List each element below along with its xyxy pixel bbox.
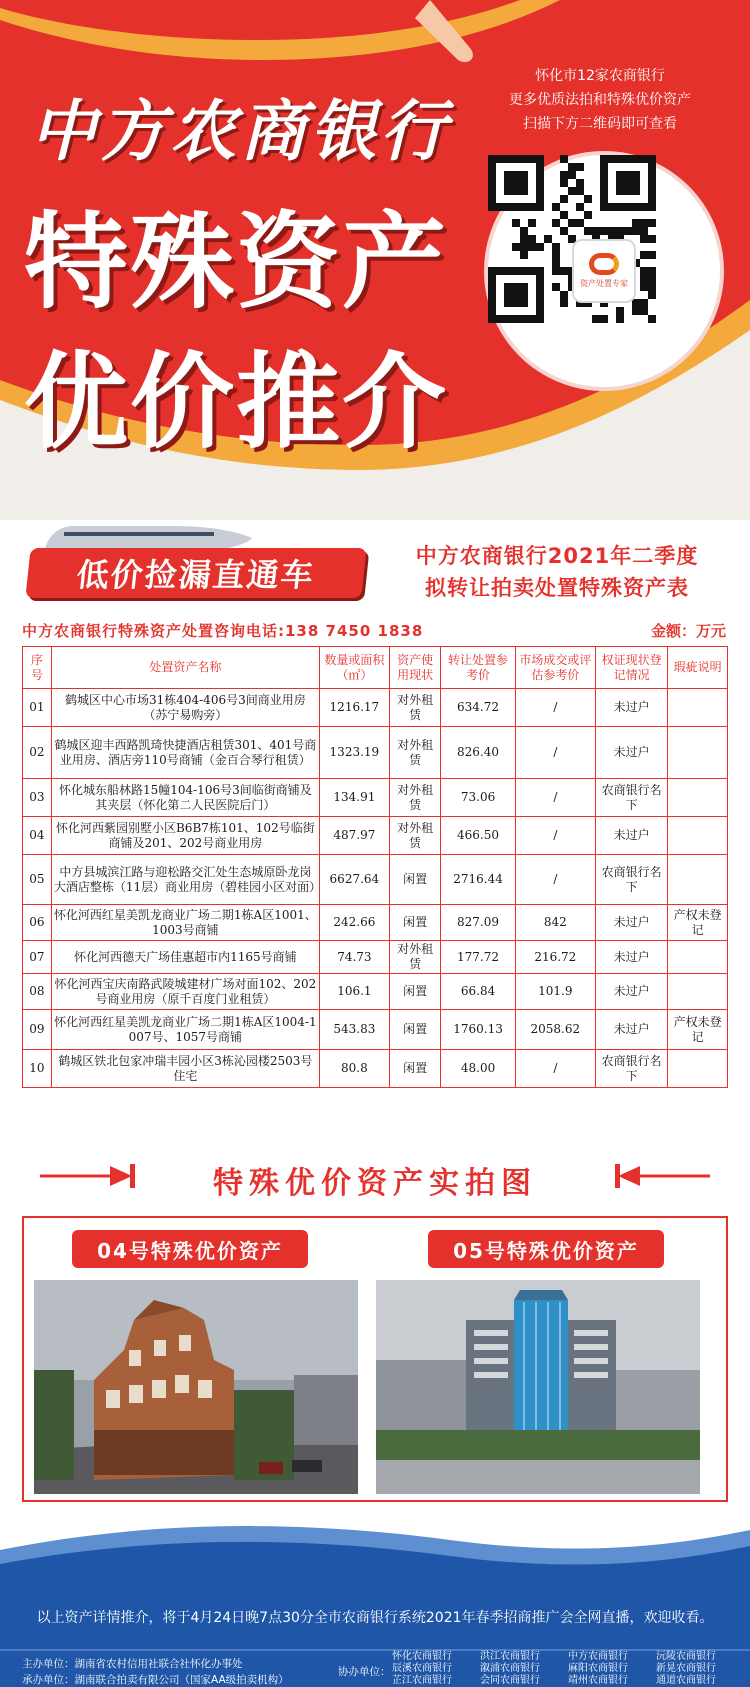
cell-price: 827.09 — [441, 905, 515, 941]
table-row[interactable] — [23, 1050, 728, 1088]
side-note-line-1: 怀化市12家农商银行 — [535, 68, 665, 84]
table-row[interactable] — [23, 905, 728, 941]
cell-flaw — [668, 727, 728, 779]
cell-area: 1323.19 — [319, 727, 389, 779]
cell-flaw: 产权未登记 — [668, 1010, 728, 1050]
photo-asset-05[interactable] — [376, 1280, 700, 1494]
photo-label-04: 04号特殊优价资产 — [72, 1230, 308, 1268]
cell-price: 1760.13 — [441, 1010, 515, 1050]
host-unit: 主办单位：湖南省农村信用社联合社怀化办事处 — [22, 1658, 243, 1670]
photo-asset-04[interactable] — [34, 1280, 358, 1494]
cell-price: 2716.44 — [441, 855, 515, 905]
co-bank-name: 通道农商银行 — [656, 1675, 716, 1686]
cell-cert: 农商银行名下 — [596, 1050, 668, 1088]
cell-usage: 对外租赁 — [389, 817, 441, 855]
qr-code[interactable] — [488, 155, 720, 387]
qr-logo — [572, 239, 636, 303]
cell-no: 01 — [23, 689, 52, 727]
cell-name: 怀化河西红星美凯龙商业广场二期1栋A区1004-1007号、1057号商铺 — [51, 1010, 319, 1050]
organizer-unit: 承办单位：湖南联合拍卖有限公司（国家AA级拍卖机构） — [22, 1674, 289, 1686]
co-bank-name: 新晃农商银行 — [656, 1663, 716, 1674]
cell-usage: 闲置 — [389, 855, 441, 905]
side-note-line-2: 更多优质法拍和特殊优价资产 — [509, 92, 691, 108]
cell-usage: 闲置 — [389, 974, 441, 1010]
cell-market: / — [515, 727, 595, 779]
cell-flaw — [668, 1050, 728, 1088]
cell-market: / — [515, 1050, 595, 1088]
cell-price: 177.72 — [441, 941, 515, 974]
cell-cert: 未过户 — [596, 727, 668, 779]
header-cert: 权证现状登记情况 — [596, 647, 668, 689]
cell-area: 6627.64 — [319, 855, 389, 905]
cell-cert: 未过户 — [596, 974, 668, 1010]
co-organizer-label: 协办单位： — [338, 1666, 391, 1678]
cell-market: / — [515, 689, 595, 727]
co-bank-name: 中方农商银行 — [568, 1651, 628, 1662]
live-broadcast-notice: 以上资产详情推介，将于4月24日晚7点30分全市农商银行系统2021年春季招商推广会全网直播，欢迎收看。 — [36, 1610, 714, 1626]
table-row[interactable] — [23, 974, 728, 1010]
cell-usage: 对外租赁 — [389, 727, 441, 779]
co-organizer-banks — [392, 1650, 742, 1686]
cell-price: 466.50 — [441, 817, 515, 855]
cell-name: 中方县城滨江路与迎松路交汇处生态城原卧龙岗大酒店整栋（11层）商业用房（碧桂园小区对面） — [51, 855, 319, 905]
cell-name: 鹤城区迎丰西路凯琦快捷酒店租赁301、401号商业用房、酒店旁110号商铺（金百合琴行租赁） — [51, 727, 319, 779]
cell-area: 74.73 — [319, 941, 389, 974]
cell-no: 10 — [23, 1050, 52, 1088]
slogan-badge: 低价捡漏直通车 — [25, 548, 366, 598]
cell-usage: 闲置 — [389, 905, 441, 941]
cell-area: 106.1 — [319, 974, 389, 1010]
header-market: 市场成交或评估参考价 — [515, 647, 595, 689]
amount-unit: 金额：万元 — [650, 622, 726, 640]
cell-price: 73.06 — [441, 779, 515, 817]
cell-cert: 农商银行名下 — [596, 779, 668, 817]
cell-no: 07 — [23, 941, 52, 974]
cell-name: 鹤城区铁北包家冲瑞丰园小区3栋沁园楼2503号住宅 — [51, 1050, 319, 1088]
cell-flaw: 产权未登记 — [668, 905, 728, 941]
cell-cert: 农商银行名下 — [596, 855, 668, 905]
cell-market: / — [515, 817, 595, 855]
cell-name: 怀化河西红星美凯龙商业广场二期1栋A区1001、1003号商铺 — [51, 905, 319, 941]
logo-ring-icon — [589, 253, 619, 275]
cell-market: 2058.62 — [515, 1010, 595, 1050]
cell-flaw — [668, 689, 728, 727]
co-bank-name: 沅陵农商银行 — [656, 1651, 716, 1662]
cell-price: 66.84 — [441, 974, 515, 1010]
header-price: 转让处置参考价 — [441, 647, 515, 689]
cell-no: 08 — [23, 974, 52, 1010]
header-area: 数量或面积（㎡） — [319, 647, 389, 689]
cell-area: 487.97 — [319, 817, 389, 855]
co-bank-name: 芷江农商银行 — [392, 1675, 452, 1686]
asset-table — [22, 646, 728, 1088]
cell-cert: 未过户 — [596, 905, 668, 941]
photo-label-05: 05号特殊优价资产 — [428, 1230, 664, 1268]
cell-market: 216.72 — [515, 941, 595, 974]
bank-name: 中方农商银行 — [30, 92, 450, 170]
header-usage: 资产使用现状 — [389, 647, 441, 689]
header-flaw: 瑕疵说明 — [668, 647, 728, 689]
header-name: 处置资产名称 — [51, 647, 319, 689]
header-no: 序号 — [23, 647, 52, 689]
cell-no: 02 — [23, 727, 52, 779]
cell-flaw — [668, 974, 728, 1010]
cell-name: 怀化城东船林路15幢104-106号3间临街商铺及其夹层（怀化第二人民医院后门） — [51, 779, 319, 817]
table-title-line-1: 中方农商银行2021年二季度 — [415, 544, 699, 568]
cell-cert: 未过户 — [596, 817, 668, 855]
table-row[interactable] — [23, 817, 728, 855]
table-row[interactable] — [23, 689, 728, 727]
headline-line-2: 优价推介 — [24, 341, 449, 463]
top-banner — [0, 0, 750, 520]
headline-line-1: 特殊资产 — [24, 201, 449, 323]
cell-usage: 对外租赁 — [389, 689, 441, 727]
table-title-line-2: 拟转让拍卖处置特殊资产表 — [425, 576, 689, 600]
cell-price: 634.72 — [441, 689, 515, 727]
cell-area: 242.66 — [319, 905, 389, 941]
co-bank-name: 溆浦农商银行 — [480, 1663, 540, 1674]
cell-flaw — [668, 855, 728, 905]
cell-no: 09 — [23, 1010, 52, 1050]
cell-cert: 未过户 — [596, 941, 668, 974]
cell-area: 543.83 — [319, 1010, 389, 1050]
cell-name: 怀化河西德天广场佳惠超市内1165号商铺 — [51, 941, 319, 974]
cell-no: 04 — [23, 817, 52, 855]
cell-market: / — [515, 779, 595, 817]
cell-name: 怀化河西宝庆南路武陵城建材广场对面102、202号商业用房（原千百度门业租赁） — [51, 974, 319, 1010]
cell-market: / — [515, 855, 595, 905]
cell-usage: 闲置 — [389, 1050, 441, 1088]
cell-no: 05 — [23, 855, 52, 905]
co-bank-name: 洪江农商银行 — [480, 1651, 540, 1662]
cell-market: 842 — [515, 905, 595, 941]
cell-usage: 闲置 — [389, 1010, 441, 1050]
co-bank-name: 会同农商银行 — [480, 1675, 540, 1686]
cell-no: 03 — [23, 779, 52, 817]
cell-name: 怀化河西紫园别墅小区B6B7栋101、102号临街商铺及201、202号商业用房 — [51, 817, 319, 855]
hotline[interactable]: 中方农商银行特殊资产处置咨询电话:138 7450 1838 — [22, 622, 424, 640]
cell-no: 06 — [23, 905, 52, 941]
cell-flaw — [668, 941, 728, 974]
co-bank-name: 怀化农商银行 — [392, 1651, 452, 1662]
cell-area: 134.91 — [319, 779, 389, 817]
table-row[interactable] — [23, 855, 728, 905]
side-note-line-3: 扫描下方二维码即可查看 — [523, 116, 677, 132]
cell-price: 48.00 — [441, 1050, 515, 1088]
table-row[interactable] — [23, 941, 728, 974]
cell-usage: 对外租赁 — [389, 941, 441, 974]
table-row[interactable] — [23, 1010, 728, 1050]
table-header-row — [23, 647, 728, 689]
cell-flaw — [668, 779, 728, 817]
table-row[interactable] — [23, 779, 728, 817]
table-row[interactable] — [23, 727, 728, 779]
cell-area: 80.8 — [319, 1050, 389, 1088]
cell-name: 鹤城区中心市场31栋404-406号3间商业用房（苏宁易购旁） — [51, 689, 319, 727]
cell-area: 1216.17 — [319, 689, 389, 727]
cell-price: 826.40 — [441, 727, 515, 779]
cell-market: 101.9 — [515, 974, 595, 1010]
cell-usage: 对外租赁 — [389, 779, 441, 817]
cell-cert: 未过户 — [596, 1010, 668, 1050]
co-bank-name: 辰溪农商银行 — [392, 1663, 452, 1674]
co-bank-name: 麻阳农商银行 — [568, 1663, 628, 1674]
cell-cert: 未过户 — [596, 689, 668, 727]
cell-flaw — [668, 817, 728, 855]
photo-section-title: 特殊优价资产实拍图 — [213, 1166, 537, 1201]
co-bank-name: 靖州农商银行 — [568, 1675, 628, 1686]
qr-logo-text: 资产处置专家 — [580, 279, 628, 288]
